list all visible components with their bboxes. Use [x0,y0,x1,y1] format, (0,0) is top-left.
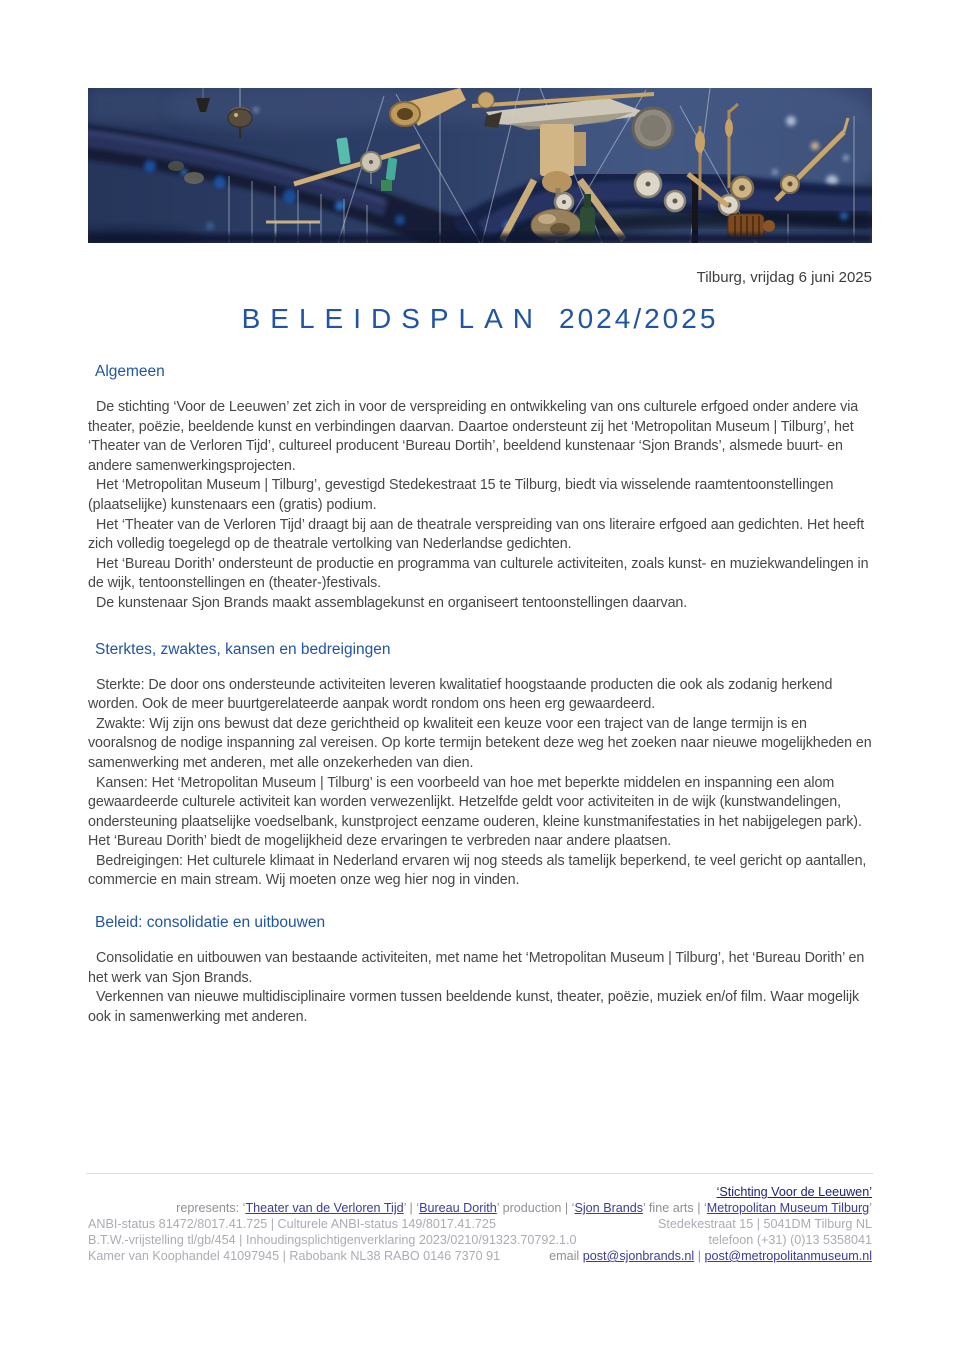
assemblage-artwork-image [88,88,872,243]
footer [88,1184,872,1264]
paragraph: Verkennen van nieuwe multidisciplinaire vormen tussen beeldende kunst, theater, poëzie, muziek en/of film. Waar mogelijk ook in samenwerking met anderen. [88,989,860,1025]
paragraph: Het ‘Theater van de Verloren Tijd’ draagt bij aan de theatrale verspreiding van ons literaire erfgoed aan gedichten. Het heeft zich volledig toegelegd op de theatrale vertolking van Nederlandse gedichten. [88,516,865,553]
represents-separator: ’ fine arts | ‘ [643,1201,707,1215]
header-artwork-photo [88,88,872,243]
paragraph: Kansen: Het ‘Metropolitan Museum | Tilburg’ is een voorbeeld van hoe met beperkte middelen en inspanning een alom gewaardeerde culturele activiteit kan worden verwezenlijkt. Hetzelfde geldt voor activiteiten in de wijk (kunstwandelingen, ondersteuning plaatselijke voedselbank, kunstproject eenzame ouderen, kleine kunstmanifestaties in het nabijgelegen park). Het ‘Bureau Dorith’ biedt de mogelijkheid deze ervaringen te verbreden naar andere plaatsen. [88,774,862,850]
footer-represents-row [88,1200,872,1216]
paragraph: Zwakte: Wij zijn ons bewust dat deze gerichtheid op kwaliteit een keuze voor een traject van de lange termijn is en vooralsnog de nodige inspanning zal vereisen. Op korte termijn betekent deze weg het zoeken naar nieuwe mogelijkheden en samenwerking met anderen, met alle onzekerheden van dien. [88,715,872,771]
paragraph: De kunstenaar Sjon Brands maakt assemblagekunst en organiseert tentoonstellingen daarvan. [96,594,688,611]
email-label: email [549,1249,583,1263]
footer-link-email-metropolitanmuseum[interactable]: post@metropolitanmuseum.nl [704,1249,872,1263]
page-title [88,303,872,335]
footer-link-sjon-brands[interactable]: Sjon Brands [574,1201,644,1215]
footer-info-row [88,1216,872,1232]
represents-closing-quote: ’ [869,1201,872,1215]
paragraph: De stichting ‘Voor de Leeuwen’ zet zich in voor de verspreiding en ontwikkeling van ons culturele erfgoed onder andere via theater, poëzie, beeldende kunst en verbindingen daarvan. Daartoe ondersteunt zij het ‘Metropolitan Museum | Tilburg’, het ‘Theater van de Verloren Tijd’, cultureel producent ‘Bureau Dortih’, beeldend kunstenaar ‘Sjon Brands’, alsmede buurt- en andere samenwerkingsprojecten. [88,399,859,474]
paragraph: Sterkte: De door ons ondersteunde activiteiten leveren kwalitatief hoogstaande producten die ook als zodanig herkend worden. Ook de meer buurtgerelateerde aanpak wordt rondom ons heen erg gewaardeerd. [88,676,833,713]
footer-link-metropolitan-museum-tilburg[interactable]: Metropolitan Museum Tilburg [706,1201,870,1215]
email-separator: | [694,1249,705,1263]
section-body-swot [88,676,872,892]
footer-info-row [88,1248,872,1264]
date-line: Tilburg, vrijdag 6 juni 2025 [696,269,872,286]
footer-link-stichting-voor-de-leeuwen[interactable]: ‘Stichting Voor de Leeuwen’ [716,1185,872,1199]
footer-link-theater-van-de-verloren-tijd[interactable]: Theater van de Verloren Tijd [245,1201,404,1215]
footer-link-bureau-dorith[interactable]: Bureau Dorith [419,1201,497,1215]
title-years: 2024/2025 [559,303,719,334]
section-body-algemeen [88,398,872,614]
paragraph: Bedreigingen: Het culturele klimaat in Nederland ervaren wij nog steeds als tamelijk beperkend, te veel gericht op aantallen, commercie en main stream. Wij moeten onze weg hier nog in vinden. [88,852,867,889]
anbi-status: ANBI-status 81472/8017.41.725 | Culturele ANBI-status 149/8017.41.725 [88,1217,496,1231]
footer-org-row [88,1184,872,1200]
section-heading-algemeen: Algemeen [95,363,165,380]
footer-link-email-sjonbrands[interactable]: post@sjonbrands.nl [582,1249,695,1263]
represents-separator: ’ production | ‘ [496,1201,575,1215]
represents-label: represents: ‘ [176,1201,246,1215]
section-body-beleid [88,949,872,1027]
paragraph: Het ‘Metropolitan Museum | Tilburg’, gevestigd Stedekestraat 15 te Tilburg, biedt via wisselende raamtentoonstellingen (plaatselijke) kunstenaars een (gratis) podium. [88,477,834,513]
title-word: BELEIDSPLAN [241,303,544,334]
paragraph: Consolidatie en uitbouwen van bestaande activiteiten, met name het ‘Metropolitan Museum | Tilburg’, het ‘Bureau Dorith’ en het werk van Sjon Brands. [88,950,865,986]
represents-separator: ’ | ‘ [403,1201,420,1215]
phone-number: telefoon (+31) (0)13 5358041 [708,1233,872,1247]
footer-info-row [88,1232,872,1248]
street-address: Stedekestraat 15 | 5041DM Tilburg NL [658,1217,872,1231]
document-body [88,360,872,1027]
kvk-bank-info: Kamer van Koophandel 41097945 | Rabobank NL38 RABO 0146 7370 91 [88,1249,501,1263]
section-heading-beleid: Beleid: consolidatie en uitbouwen [95,914,326,932]
paragraph: Het ‘Bureau Dorith’ ondersteunt de productie en programma van culturele activiteiten, zoals kunst- en muziekwandelingen in de wijk, tentoonstellingen en (theater-)festivals. [88,555,869,592]
btw-info: B.T.W.-vrijstelling tl/gb/454 | Inhoudingsplichtigenverklaring 2023/0210/91323.70792.1.0 [88,1233,577,1247]
section-heading-swot: Sterktes, zwaktes, kansen en bedreigingen [95,640,391,658]
footer-divider [86,1173,873,1174]
